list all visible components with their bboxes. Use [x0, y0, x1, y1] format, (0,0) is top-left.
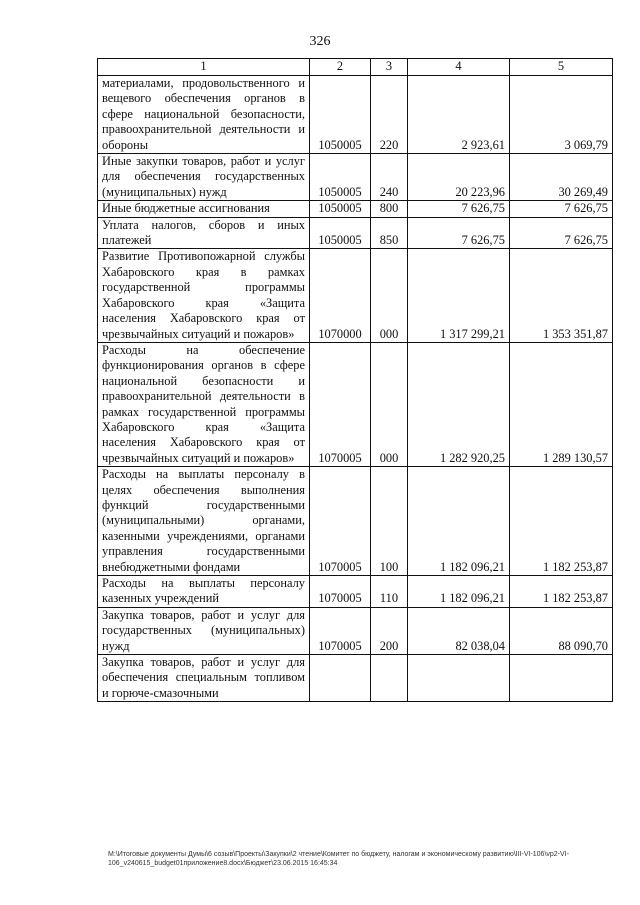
row-code: 1070005 — [310, 342, 371, 466]
row-name: Уплата налогов, сборов и иных платежей — [98, 217, 310, 249]
table-row — [98, 467, 613, 576]
row-name: Закупка товаров, работ и услуг для обеспечения специальным топливом и горюче-смазочными — [98, 655, 310, 702]
row-sum-2: 1 353 351,87 — [510, 249, 613, 342]
row-expense-type: 200 — [371, 607, 408, 654]
row-sum-1: 2 923,61 — [408, 76, 510, 154]
table-row — [98, 249, 613, 342]
row-sum-2: 30 269,49 — [510, 154, 613, 201]
row-code — [310, 655, 371, 702]
row-sum-2: 1 289 130,57 — [510, 342, 613, 466]
row-sum-2: 1 182 253,87 — [510, 576, 613, 608]
row-code: 1050005 — [310, 154, 371, 201]
row-expense-type: 110 — [371, 576, 408, 608]
row-code: 1050005 — [310, 217, 371, 249]
header-col-5: 5 — [510, 59, 613, 76]
table-row — [98, 576, 613, 608]
row-sum-1: 20 223,96 — [408, 154, 510, 201]
row-name: Иные бюджетные ассигнования — [98, 201, 310, 217]
row-sum-1: 7 626,75 — [408, 217, 510, 249]
header-col-2: 2 — [310, 59, 371, 76]
row-code: 1070005 — [310, 607, 371, 654]
row-code: 1050005 — [310, 76, 371, 154]
row-expense-type: 000 — [371, 249, 408, 342]
row-sum-1: 1 317 299,21 — [408, 249, 510, 342]
row-sum-2: 88 090,70 — [510, 607, 613, 654]
budget-table — [97, 58, 613, 702]
row-expense-type — [371, 655, 408, 702]
row-code: 1070005 — [310, 576, 371, 608]
table-row — [98, 76, 613, 154]
row-sum-1: 1 182 096,21 — [408, 467, 510, 576]
row-expense-type: 240 — [371, 154, 408, 201]
row-sum-2: 7 626,75 — [510, 201, 613, 217]
row-code: 1070000 — [310, 249, 371, 342]
table-row — [98, 655, 613, 702]
row-sum-2: 7 626,75 — [510, 217, 613, 249]
table-row — [98, 217, 613, 249]
row-expense-type: 800 — [371, 201, 408, 217]
row-name: Расходы на выплаты персоналу в целях обеспечения выполнения функций государственными (муниципальными) органами, казенными учреждениями, органами управления государственными внебюджетными фондами — [98, 467, 310, 576]
table-row — [98, 342, 613, 466]
row-name: Развитие Противопожарной службы Хабаровского края в рамках государственной программы Хабаровского края «Защита населения Хабаровского края от чрезвычайных ситуаций и пожаров» — [98, 249, 310, 342]
row-name: Иные закупки товаров, работ и услуг для обеспечения государственных (муниципальных) нужд — [98, 154, 310, 201]
row-sum-2: 3 069,79 — [510, 76, 613, 154]
row-code: 1050005 — [310, 201, 371, 217]
row-expense-type: 220 — [371, 76, 408, 154]
header-col-1: 1 — [98, 59, 310, 76]
row-sum-2 — [510, 655, 613, 702]
row-expense-type: 100 — [371, 467, 408, 576]
row-sum-2: 1 182 253,87 — [510, 467, 613, 576]
header-col-3: 3 — [371, 59, 408, 76]
row-code: 1070005 — [310, 467, 371, 576]
row-sum-1 — [408, 655, 510, 702]
table-row — [98, 154, 613, 201]
row-name: Закупка товаров, работ и услуг для государственных (муниципальных) нужд — [98, 607, 310, 654]
row-sum-1: 7 626,75 — [408, 201, 510, 217]
row-expense-type: 000 — [371, 342, 408, 466]
row-name: Расходы на выплаты персоналу казенных учреждений — [98, 576, 310, 608]
row-expense-type: 850 — [371, 217, 408, 249]
file-path-footer: M:\Итоговые документы Думы\6 созыв\Проекты\Закупки\2 чтение\Комитет по бюджету, налогам и экономическому развитию\III-VI-106\vp2-VI-106_v240615_budget01приложение8.docx\Бюджет\23.06.2015 16:45:34 — [108, 851, 569, 867]
row-name: Расходы на обеспечение функционирования органов в сфере национальной безопасности и правоохранительной деятельности в рамках государственной программы Хабаровского края «Защита населения Хабаровского края от чрезвычайных ситуаций и пожаров» — [98, 342, 310, 466]
page-number: 326 — [309, 34, 331, 49]
table-row — [98, 607, 613, 654]
table-header-row — [98, 59, 613, 76]
table-row — [98, 201, 613, 217]
row-sum-1: 1 182 096,21 — [408, 576, 510, 608]
row-name: материалами, продовольственного и вещевого обеспечения органов в сфере национальной безопасности, правоохранительной деятельности и обороны — [98, 76, 310, 154]
header-col-4: 4 — [408, 59, 510, 76]
row-sum-1: 82 038,04 — [408, 607, 510, 654]
row-sum-1: 1 282 920,25 — [408, 342, 510, 466]
